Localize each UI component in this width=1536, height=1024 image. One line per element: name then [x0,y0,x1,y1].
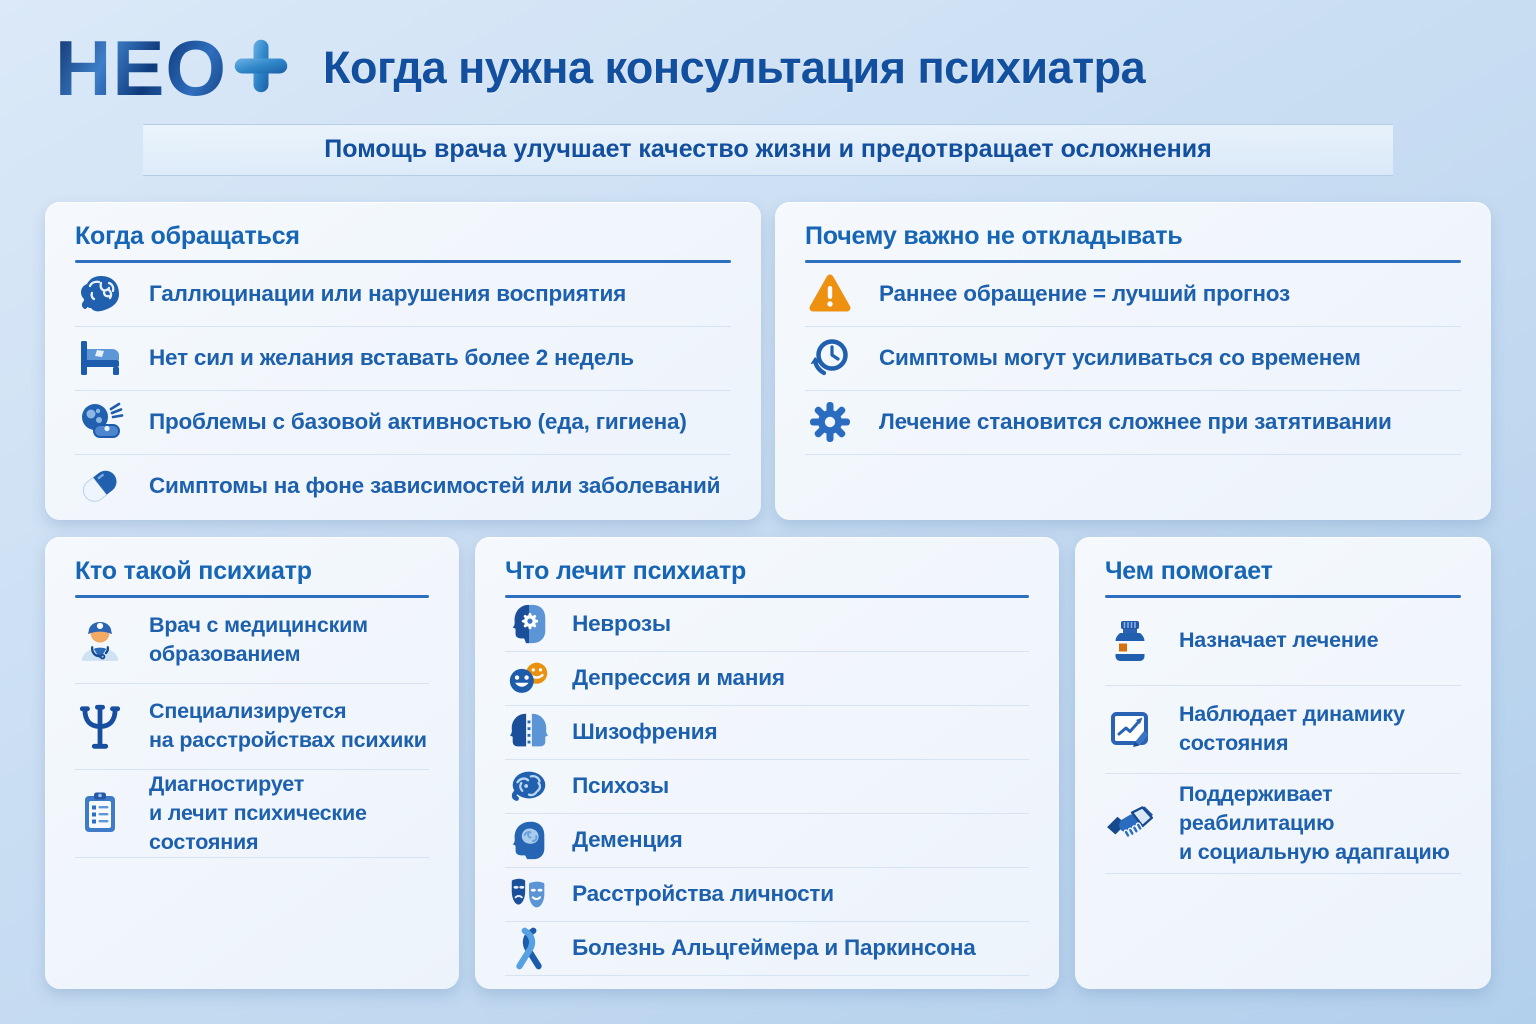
card-what-psychiatrist-treats [475,537,1059,989]
list-item [505,814,1029,868]
brain-icon [75,269,125,319]
item-label-line: на расстройствах психики [149,728,427,752]
head-gear-icon [505,601,552,648]
list-item [75,263,731,327]
doctor-icon [75,615,125,665]
list-item [505,652,1029,706]
page-subtitle: Помощь врача улучшает качество жизни и предотвращает осложнения [324,135,1212,163]
item-label-line: Наблюдает динамику состояния [1178,701,1405,755]
card-title: Что лечит психиатр [505,557,747,585]
header [0,0,1536,110]
item-label: Проблемы с базовой активностью (еда, гигиена) [149,409,687,435]
list-item [1105,598,1461,686]
logo-text: НЕО [55,23,228,112]
list-item [505,706,1029,760]
head-brain-icon [505,817,552,864]
item-label: Раннее обращение = лучший прогноз [879,281,1290,307]
list-item [75,598,429,684]
card-title: Когда обращаться [75,222,300,250]
list-item [505,868,1029,922]
item-label-line: Врач с медицинским [149,612,368,637]
item-label-line: Диагностирует [149,771,305,796]
list-item [505,598,1029,652]
medicine-bottle-icon [1105,616,1155,666]
item-label: Психозы [572,773,669,799]
chart-icon [1105,704,1155,754]
split-head-icon [505,709,552,756]
faces-icon [505,655,552,702]
item-label: Симптомы могут усиливаться со временем [879,345,1361,371]
item-label-line: и лечит психические состояния [149,800,367,854]
item-label-line: Поддерживает реабилитацию [1178,781,1335,835]
meal-icon [75,397,125,447]
list-item [75,455,731,518]
list-item [805,391,1461,455]
theater-masks-icon [505,871,552,918]
card-title: Кто такой психиатр [75,557,312,585]
card-when-to-consult [45,202,761,520]
warning-icon [805,269,855,319]
plus-icon [231,36,291,101]
list-item [1105,686,1461,774]
item-label: Неврозы [572,611,671,637]
item-label: Нет сил и желания вставать более 2 недель [149,345,634,371]
item-label: Галлюцинации или нарушения восприятия [149,281,626,307]
list-item [75,391,731,455]
clipboard-icon [75,788,125,838]
subtitle-band [143,124,1393,176]
list-item [75,684,429,770]
item-label-line: Специализируется [149,698,347,723]
brain-crack-icon [505,763,552,810]
item-label: Расстройства личности [572,881,834,907]
list-item [505,922,1029,976]
list-item [505,760,1029,814]
item-label-line: образованием [149,642,301,666]
item-label: Болезнь Альцгеймера и Паркинсона [572,935,976,961]
item-label-line: и социальную адапгацию [1178,839,1450,864]
pill-icon [75,461,125,511]
bottom-card-row [45,537,1491,989]
list-item [75,327,731,391]
card-title: Чем помогает [1104,557,1273,585]
list-item [1105,774,1461,874]
item-label-line: Назначает лечение [1178,628,1379,653]
item-label: Депрессия и мания [572,665,785,691]
card-why-not-delay [775,202,1491,520]
ribbon-icon [505,925,552,972]
item-label: Шизофрения [572,719,718,745]
card-who-is-psychiatrist [45,537,459,989]
psi-icon [75,701,125,751]
list-item [75,770,429,858]
item-label: Деменция [572,827,683,853]
list-item [805,263,1461,327]
content [0,176,1536,989]
top-card-row [45,202,1491,520]
item-label: Лечение становится сложнее при затятивании [879,409,1392,435]
page-title: Когда нужна консультация психиатра [323,42,1146,93]
handshake-icon [1105,798,1155,848]
card-how-helps [1075,537,1491,989]
card-title: Почему важно не откладывать [805,222,1183,250]
item-label: Симптомы на фоне зависимостей или заболеваний [149,473,721,499]
list-item [805,327,1461,391]
history-clock-icon [805,333,855,383]
gear-icon [805,397,855,447]
neo-plus-logo [55,23,291,112]
bed-icon [75,333,125,383]
